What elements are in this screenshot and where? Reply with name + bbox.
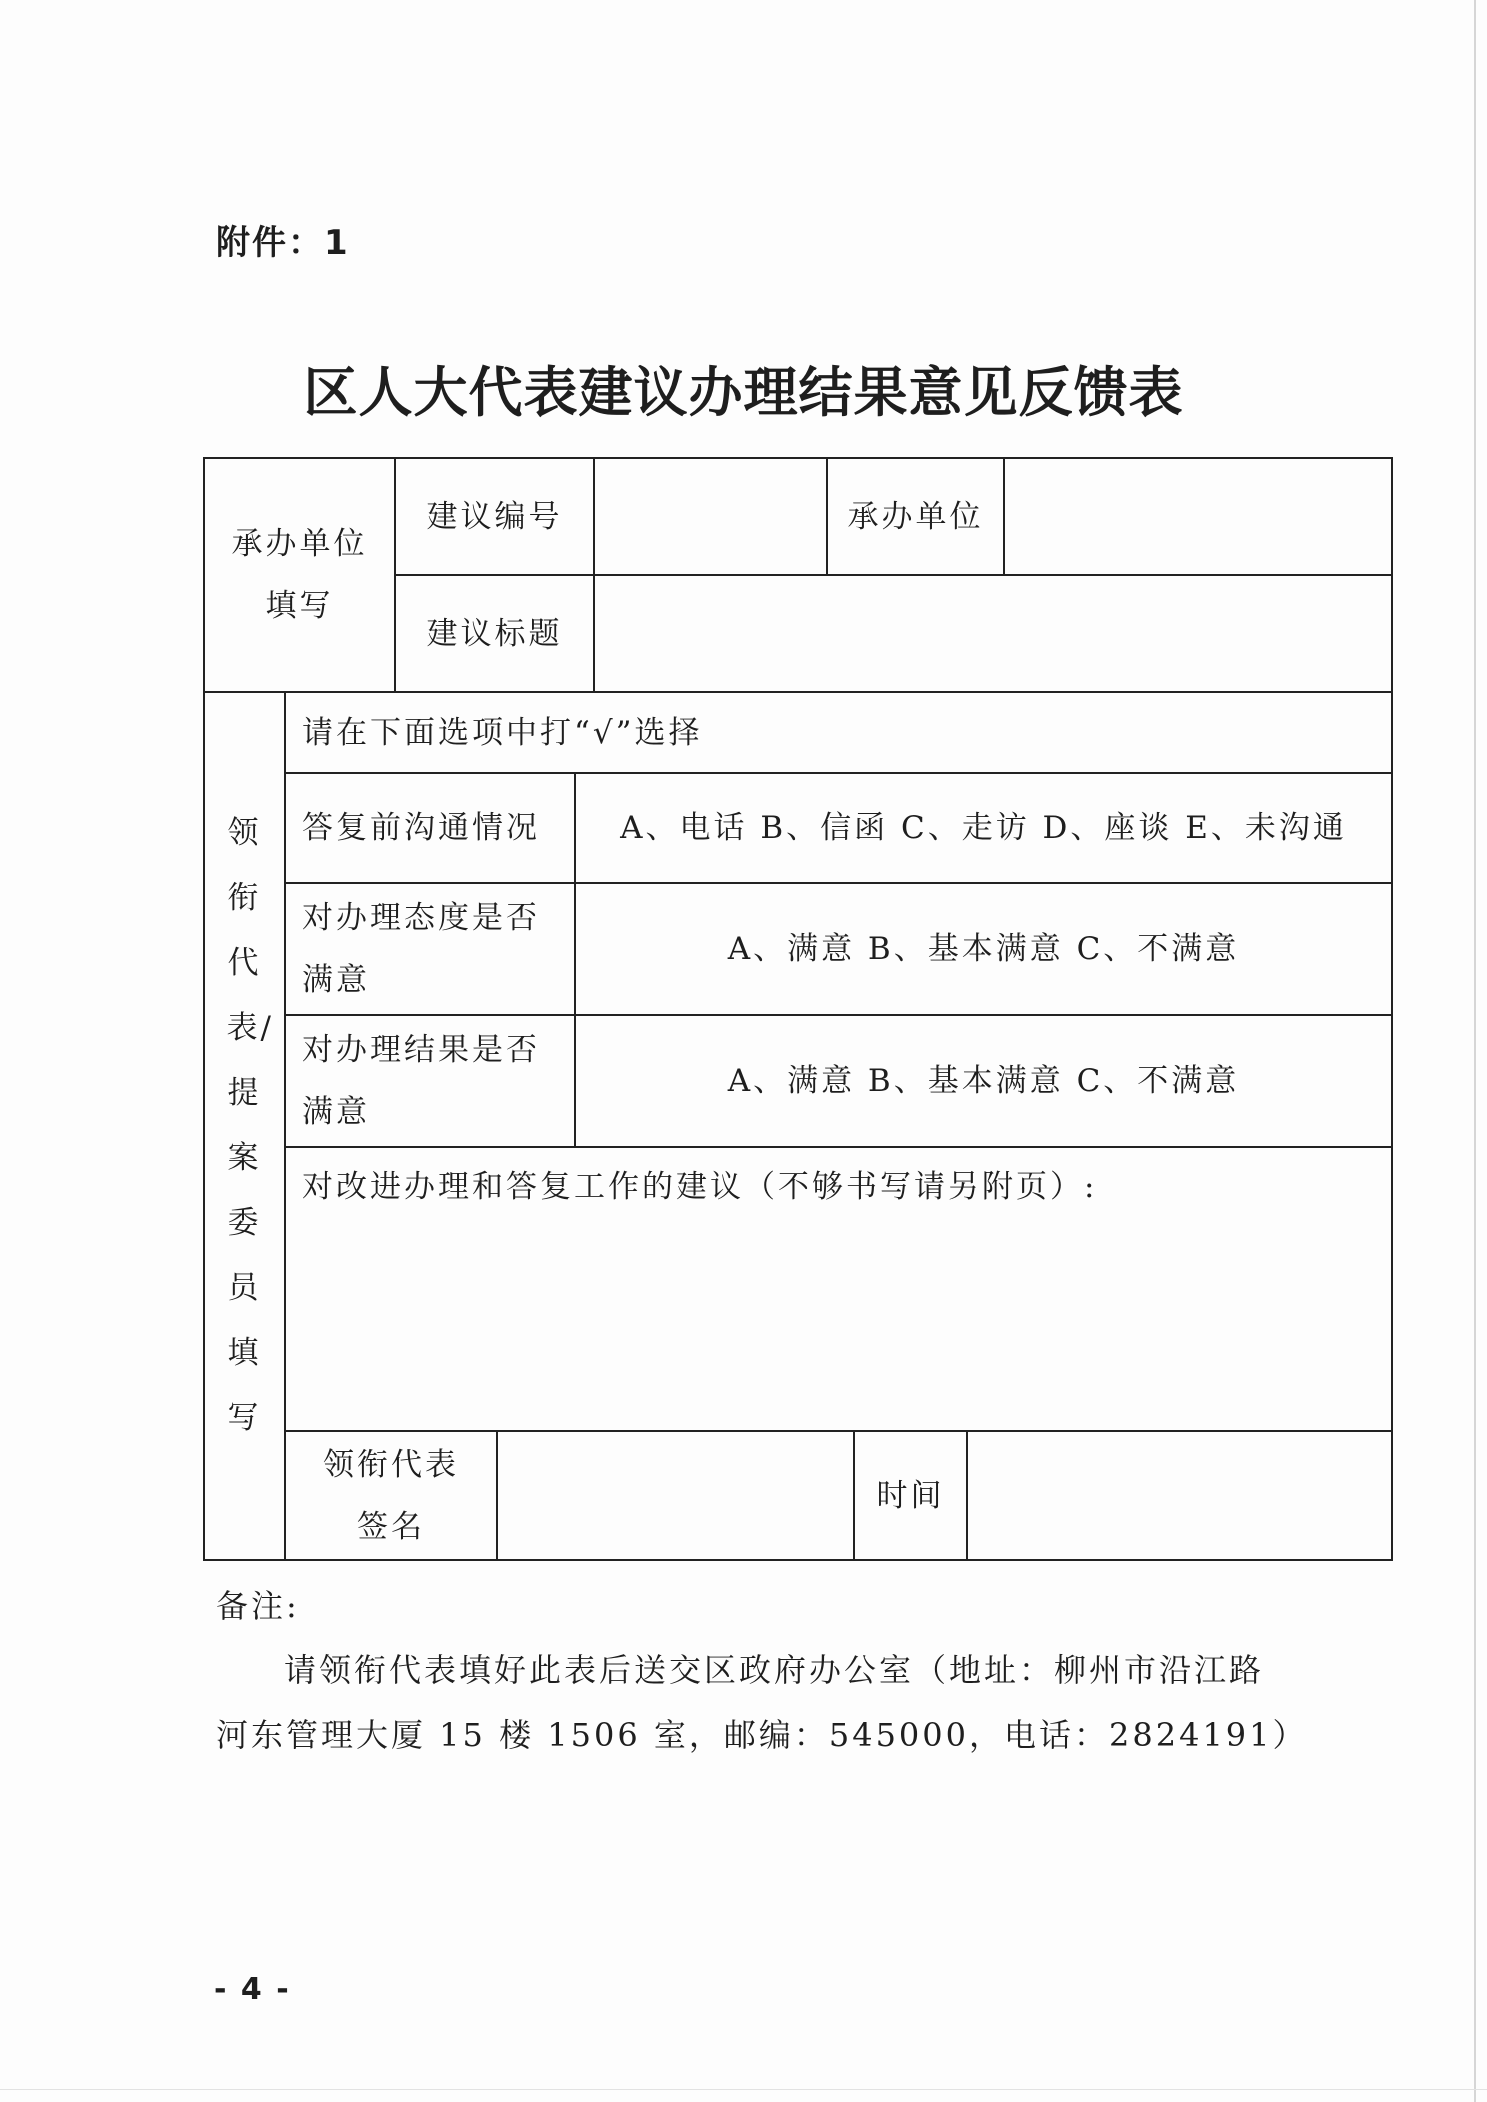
signature-label: 领衔代表签名 — [323, 1446, 459, 1545]
handler-unit-label-cell — [828, 459, 1003, 574]
handler-section-label-cell — [205, 459, 394, 691]
proposal-title-label: 建议标题 — [426, 615, 563, 652]
question-options: A、满意 B、基本满意 C、不满意 — [727, 1063, 1240, 1099]
suggestion-cell — [286, 1148, 1391, 1430]
question-options: A、满意 B、基本满意 C、不满意 — [727, 931, 1240, 967]
question-cell — [286, 884, 574, 1014]
question-label: 答复前沟通情况 — [302, 810, 540, 846]
question-label: 对办理结果是否满意 — [302, 1032, 540, 1130]
time-label-cell — [855, 1432, 966, 1559]
options-cell — [576, 884, 1391, 1014]
proposal-number-value-cell — [595, 459, 826, 574]
remarks-line: 河东管理大厦 15 楼 1506 室，邮编：545000，电话：2824191） — [216, 1716, 1308, 1754]
page-number: - 4 - — [214, 1972, 291, 2007]
signature-label-cell — [286, 1432, 496, 1559]
question-label: 对办理态度是否满意 — [302, 900, 540, 998]
lead-section-label-cell — [205, 693, 284, 1559]
instruction-text: 请在下面选项中打“√”选择 — [302, 714, 703, 751]
signature-value-cell — [498, 1432, 853, 1559]
handler-unit-label: 承办单位 — [847, 498, 984, 535]
options-cell — [576, 774, 1391, 882]
attachment-label: 附件：1 — [216, 223, 350, 263]
document-title: 区人大代表建议办理结果意见反馈表 — [303, 360, 1184, 424]
proposal-title-label-cell — [396, 576, 593, 691]
scan-edge-line — [1474, 0, 1476, 2102]
proposal-title-value-cell — [595, 576, 1391, 691]
question-cell — [286, 1016, 574, 1146]
handler-section-label: 承办单位填写 — [231, 526, 368, 624]
feedback-form-table — [203, 457, 1393, 1561]
handler-unit-value-cell — [1005, 459, 1391, 574]
proposal-number-label: 建议编号 — [426, 498, 563, 535]
proposal-number-label-cell — [396, 459, 593, 574]
remarks-label: 备注: — [216, 1587, 300, 1625]
scan-edge-line — [0, 2089, 1487, 2090]
remarks-line: 请领衔代表填好此表后送交区政府办公室（地址：柳州市沿江路 — [284, 1651, 1265, 1689]
time-label: 时间 — [876, 1477, 945, 1514]
suggestion-prompt: 对改进办理和答复工作的建议（不够书写请另附页）: — [302, 1169, 1098, 1205]
lead-section-label: 领衔代表/提案委员填写 — [226, 815, 274, 1436]
options-cell — [576, 1016, 1391, 1146]
instruction-cell — [286, 693, 1391, 772]
question-cell — [286, 774, 574, 882]
question-options: A、电话 B、信函 C、走访 D、座谈 E、未沟通 — [620, 810, 1347, 846]
time-value-cell — [968, 1432, 1391, 1559]
